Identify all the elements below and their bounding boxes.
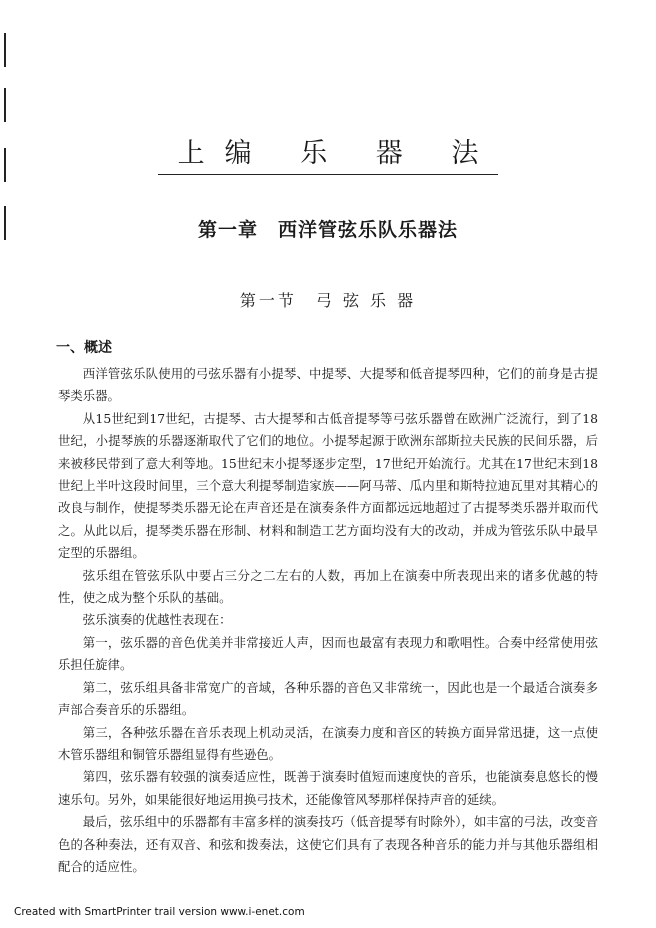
paragraph: 第一，弦乐器的音色优美并非常接近人声，因而也最富有表现力和歌唱性。合奏中经常使用弦乐担任旋律。 [58,634,598,673]
paragraph: 第三，各种弦乐器在音乐表现上机动灵活，在演奏力度和音区的转换方面异常迅捷，这一点使木管乐器组和铜管乐器组显得有些逊色。 [58,724,598,762]
paragraph: 弦乐组在管弦乐队中要占三分之二左右的人数，再加上在演奏中所表现出来的诸多优越的特性，使之成为整个乐队的基础。 [58,567,598,606]
paragraph: 第二，弦乐组具备非常宽广的音域，各种乐器的音色又非常统一，因此也是一个最适合演奏多声部合奏音乐的乐器组。 [58,679,598,718]
paragraph: 最后，弦乐组中的乐器都有丰富多样的演奏技巧（低音提琴有时除外），如丰富的弓法，改变音色的各种奏法，还有双音、和弦和拨奏法，这使它们具有了表现各种音乐的能力并与其他乐器组相配合的适应性。 [58,814,598,874]
chapter-title: 第一章 西洋管弦乐队乐器法 [197,219,458,241]
scan-edge-mark [4,33,6,67]
scan-edge-mark [4,88,6,122]
part-title-text: 上编 乐 器 法 [158,131,499,175]
watermark-footer: Created with SmartPrinter trail version www.i-enet.com [14,906,305,918]
paragraph: 从15世纪到17世纪，古提琴、古大提琴和古低音提琴等弓弦乐器曾在欧洲广泛流行，到了18世纪，小提琴族的乐器逐渐取代了它们的地位。小提琴起源于欧洲东部斯拉夫民族的民间乐器，后来被移民带到了意大利等地。15世纪末小提琴逐步定型，17世纪开始流行。尤其在17世纪末到18世纪上半叶这段时间里，三个意大利提琴制造家族——阿马蒂、瓜内里和斯特拉迪瓦里对其精心的改良与制作，使提琴类乐器无论在声音还是在演奏条件方面都远远地超过了古提琴类乐器并取而代之。从此以后，提琴类乐器在形制、材料和制造工艺方面均没有大的改动，并成为管弦乐队中最早定型的乐器组。 [58,410,598,561]
paragraph: 第四，弦乐器有较强的演奏适应性，既善于演奏时值短而速度快的音乐，也能演奏息悠长的慢速乐句。另外，如果能很好地运用换弓技术，还能像管风琴那样保持声音的延续。 [58,769,598,807]
section-heading: 一、概述 [56,340,112,356]
section-title: 第一节 弓 弦 乐 器 [239,291,417,310]
part-title [0,131,656,175]
paragraph: 弦乐演奏的优越性表现在： [82,612,232,628]
body-text [58,363,598,878]
paragraph: 西洋管弦乐队使用的弓弦乐器有小提琴、中提琴、大提琴和低音提琴四种，它们的前身是古提琴类乐器。 [58,366,598,404]
